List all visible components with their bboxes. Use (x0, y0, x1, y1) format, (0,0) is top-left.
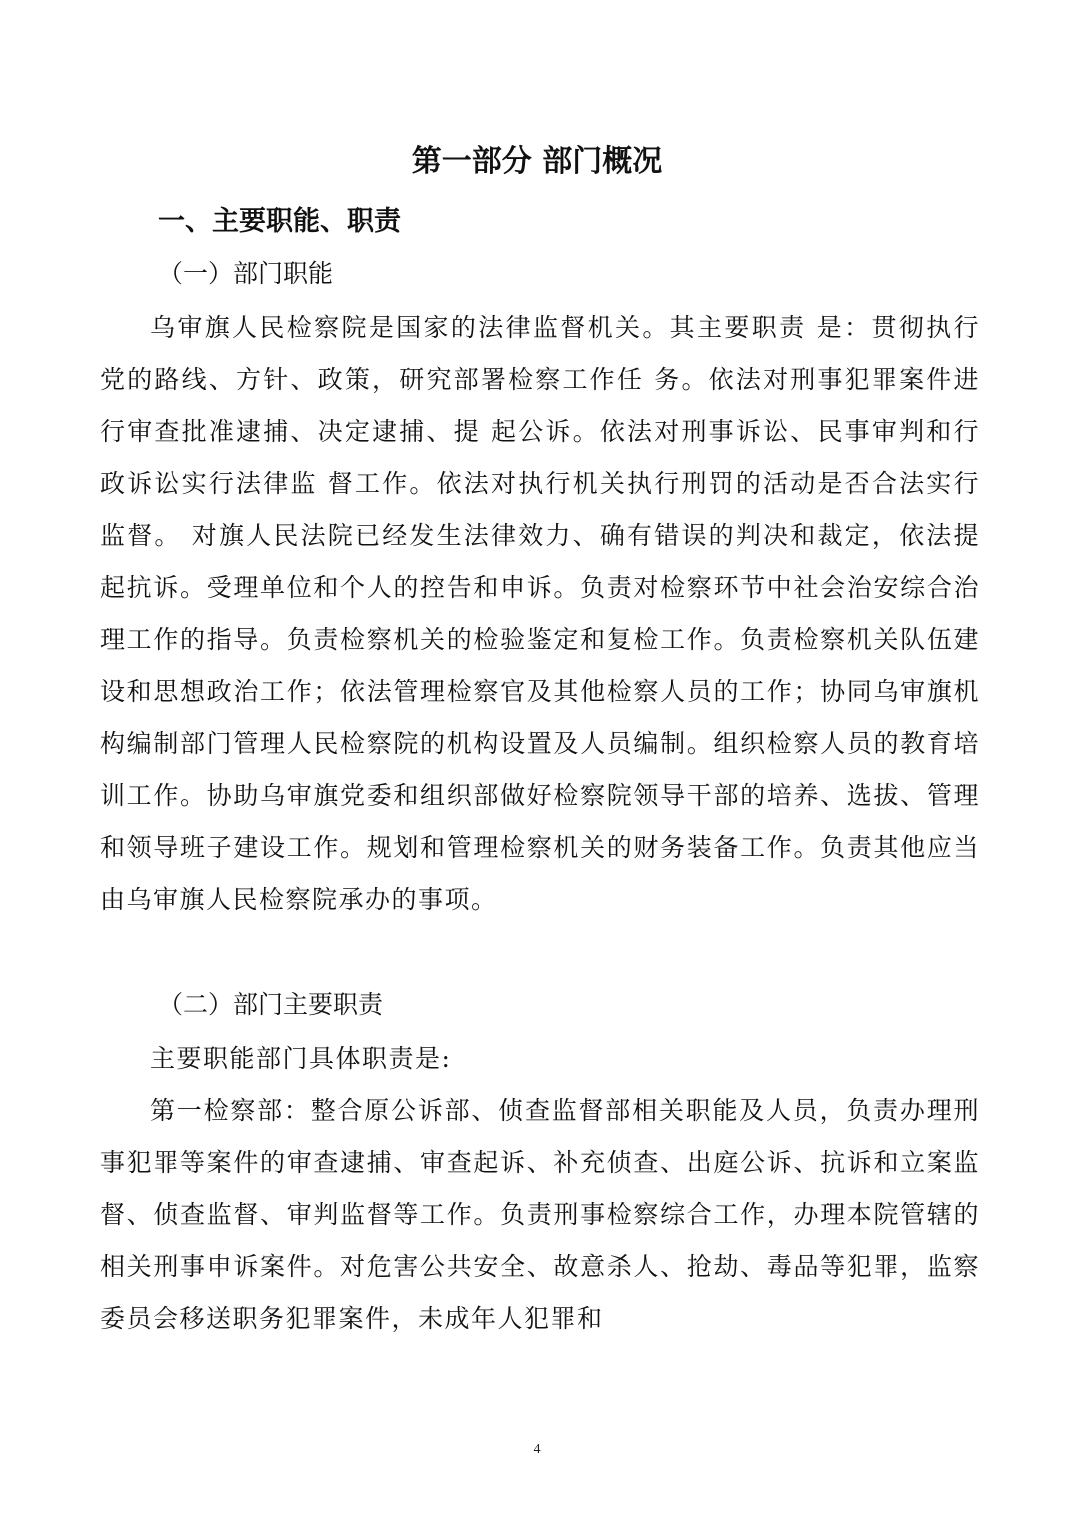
duties-intro-paragraph: 主要职能部门具体职责是: (150, 1044, 452, 1073)
page-number: 4 (533, 1442, 541, 1457)
page-title: 第一部分 部门概况 (411, 144, 663, 179)
subsection-heading-functions: （一）部门职能 (158, 259, 334, 288)
first-procuratorate-paragraph: 第一检察部：整合原公诉部、侦查监督部相关职能及人员，负责办理刑事犯罪等案件的审查逮捕、审查起诉、补充侦查、出庭公诉、抗诉和立案监督、侦查监督、审判监督等工作。负责刑事检察综合工作，办理本院管辖的相关刑事申诉案件。对危害公共安全、故意杀人、抢劫、毒品等犯罪，监察委员会移送职务犯罪案件，未成年人犯罪和 (100, 1096, 980, 1333)
functions-paragraph: 乌审旗人民检察院是国家的法律监督机关。其主要职责 是：贯彻执行党的路线、方针、政策，研究部署检察工作任 务。依法对刑事犯罪案件进行审查批准逮捕、决定逮捕、提 起公诉。依法对刑事诉讼、民事审判和行政诉讼实行法律监 督工作。依法对执行机关执行刑罚的活动是否合法实行监督。 对旗人民法院已经发生法律效力、确有错误的判决和裁定，依法提起抗诉。受理单位和个人的控告和申诉。负责对检察环节中社会治安综合治理工作的指导。负责检察机关的检验鉴定和复检工作。负责检察机关队伍建设和思想政治工作；依法管理检察官及其他检察人员的工作；协同乌审旗机构编制部门管理人民检察院的机构设置及人员编制。组织检察人员的教育培训工作。协助乌审旗党委和组织部做好检察院领导干部的培养、选拔、管理和领导班子建设工作。规划和管理检察机关的财务装备工作。负责其他应当由乌审旗人民检察院承办的事项。 (100, 313, 980, 914)
section-heading: 一、主要职能、职责 (158, 206, 401, 237)
subsection-heading-duties: （二）部门主要职责 (158, 990, 384, 1019)
